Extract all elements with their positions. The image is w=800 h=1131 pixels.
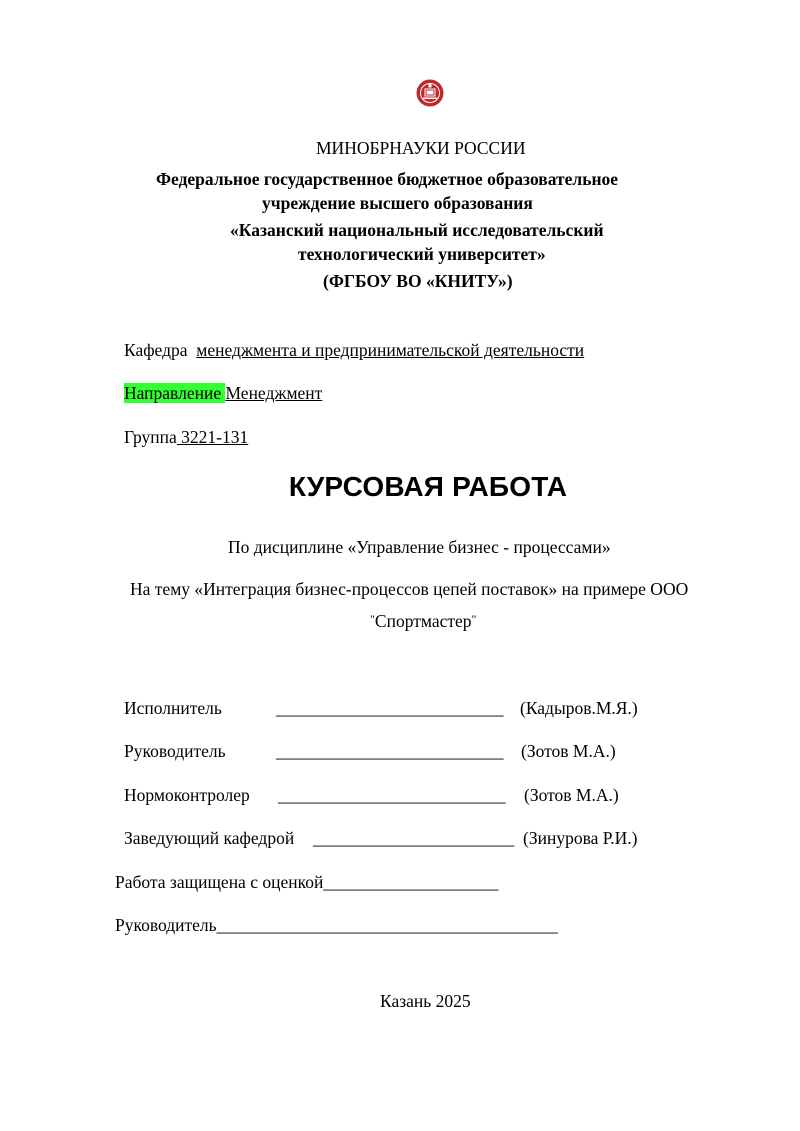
defended-label: Работа защищена с оценкой: [115, 872, 324, 892]
institution-line-1: Федеральное государственное бюджетное образовательное: [156, 169, 619, 189]
department-row: [124, 340, 584, 361]
department-label: Кафедра: [124, 340, 188, 360]
head-name: (Зинурова Р.И.): [523, 828, 638, 848]
topic-quote-open: ": [370, 612, 375, 626]
defended-row: [115, 872, 498, 893]
supervisor2-label: Руководитель: [115, 915, 217, 935]
city-year: Казань 2025: [380, 991, 471, 1011]
university-line-2: технологический университет»: [298, 244, 546, 264]
head-signature-line: _______________________: [313, 828, 515, 848]
defended-grade-line: ____________________: [323, 872, 499, 892]
supervisor-signature-line: __________________________: [276, 741, 504, 761]
direction-row: [124, 383, 322, 404]
supervisor-name: (Зотов М.А.): [521, 741, 616, 761]
executor-name: (Кадыров.М.Я.): [520, 698, 638, 718]
institution-line-2: учреждение высшего образования: [262, 193, 533, 213]
normcontrol-name: (Зотов М.А.): [524, 785, 619, 805]
supervisor2-row: [115, 915, 558, 936]
group-row: [124, 427, 248, 448]
document-title: КУРСОВАЯ РАБОТА: [288, 471, 568, 502]
university-abbreviation: (ФГБОУ ВО «КНИТУ»): [323, 271, 513, 291]
ministry-name: МИНОБРНАУКИ РОССИИ: [316, 138, 526, 158]
supervisor-label: Руководитель: [124, 741, 226, 761]
topic-company: Спортмастер: [374, 611, 472, 631]
department-value: менеджмента и предпринимательской деятельности: [196, 340, 585, 360]
group-value: 3221-131: [176, 427, 249, 447]
topic-line-1: На тему «Интеграция бизнес-процессов цепей поставок» на примере ООО: [130, 579, 689, 599]
university-line-1: «Казанский национальный исследовательский: [230, 220, 604, 240]
group-label: Группа: [124, 427, 177, 447]
head-label: Заведующий кафедрой: [124, 828, 295, 848]
topic-quote-close: ": [471, 612, 477, 626]
normcontrol-signature-line: __________________________: [278, 785, 506, 805]
executor-signature-line: __________________________: [276, 698, 504, 718]
supervisor2-signature-line: _______________________________________: [216, 915, 558, 935]
executor-label: Исполнитель: [124, 698, 222, 718]
direction-label: Направление: [124, 383, 226, 403]
discipline-line: По дисциплине «Управление бизнес - процессами»: [228, 537, 611, 557]
normcontrol-label: Нормоконтролер: [124, 785, 250, 805]
university-emblem-icon: [416, 79, 444, 107]
topic-line-2: [370, 611, 476, 632]
direction-value: Менеджмент: [225, 383, 323, 403]
